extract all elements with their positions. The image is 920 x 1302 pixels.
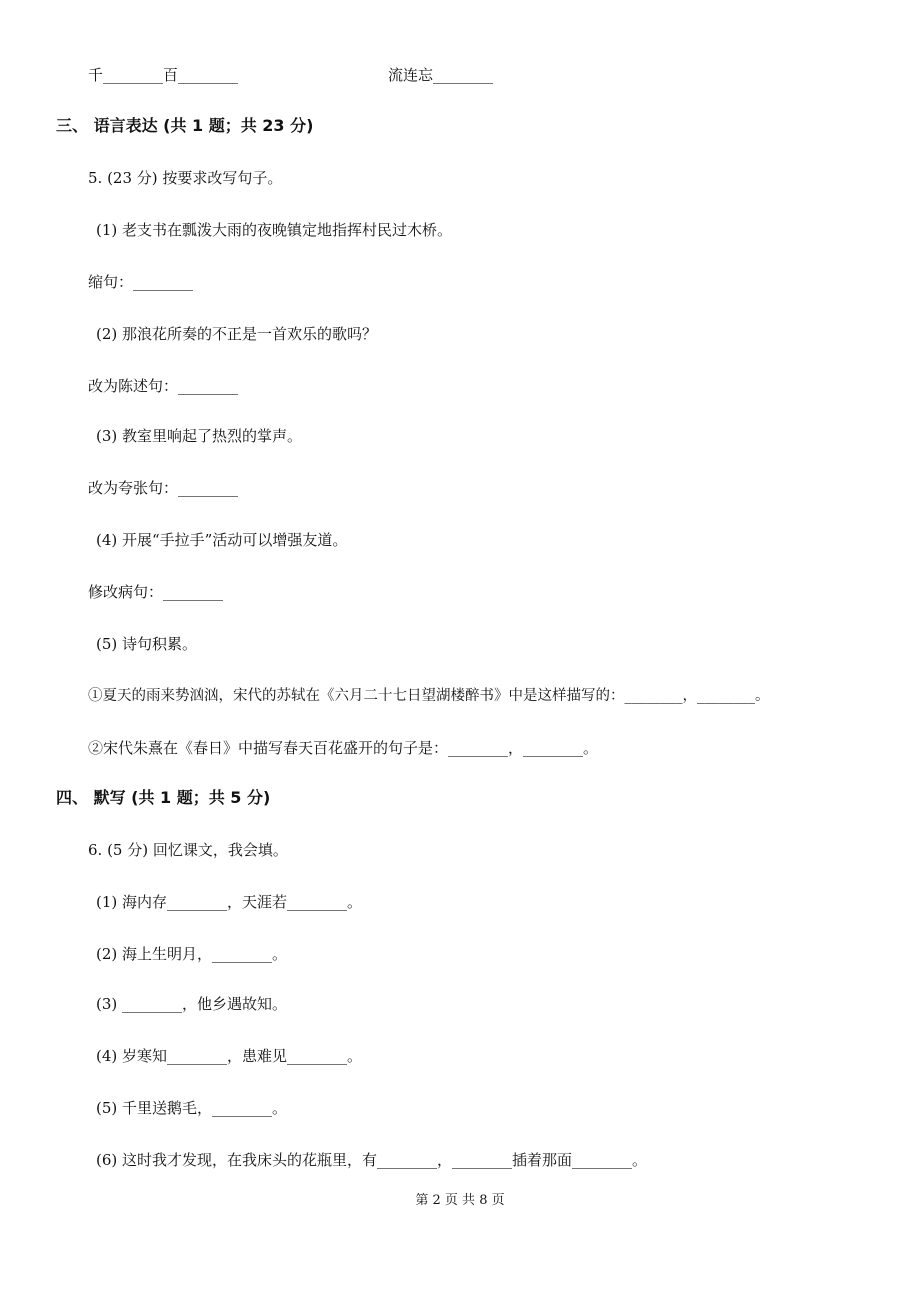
question-5-part-5-a: ①夏天的雨来势汹汹，宋代的苏轼在《六月二十七日望湖楼醉书》中是这样描写的：________，________。 (88, 688, 770, 704)
section-4-heading: 四、 默写 (共 1 题；共 5 分) (56, 788, 271, 807)
question-5-part-4-answer: 修改病句：________ (88, 583, 224, 601)
question-6-part-6: (6) 这时我才发现，在我床头的花瓶里，有________，________插着那面________。 (96, 1151, 648, 1169)
question-5-part-4: (4) 开展“手拉手”活动可以增强友道。 (96, 531, 348, 549)
question-5-part-5-b: ②宋代朱熹在《春日》中描写春天百花盛开的句子是：________，________。 (88, 739, 599, 757)
question-5-part-1: (1) 老支书在瓢泼大雨的夜晚镇定地指挥村民过木桥。 (96, 221, 453, 239)
blank-line-qian-bai: 千________百________ (88, 66, 239, 84)
question-5-title: 5. (23 分) 按要求改写句子。 (88, 169, 283, 187)
question-5-part-2-answer: 改为陈述句：________ (88, 377, 239, 395)
question-6-part-1: (1) 海内存________，天涯若________。 (96, 893, 363, 911)
question-5-part-5: (5) 诗句积累。 (96, 635, 198, 653)
blank-line-liu-lian-wang: 流连忘________ (388, 66, 494, 84)
page-number-footer: 第 2 页 共 8 页 (415, 1193, 505, 1208)
question-6-part-5: (5) 千里送鹅毛，________。 (96, 1099, 288, 1117)
question-6-part-3: (3) ________，他乡遇故知。 (96, 995, 288, 1013)
question-6-part-4: (4) 岁寒知________，患难见________。 (96, 1047, 363, 1065)
question-5-part-3: (3) 教室里响起了热烈的掌声。 (96, 427, 303, 445)
question-5-part-2: (2) 那浪花所奏的不正是一首欢乐的歌吗？ (96, 325, 378, 343)
question-5-part-1-answer: 缩句：________ (88, 273, 194, 291)
section-3-heading: 三、 语言表达 (共 1 题；共 23 分) (56, 116, 314, 135)
question-6-title: 6. (5 分) 回忆课文，我会填。 (88, 841, 288, 859)
question-5-part-3-answer: 改为夸张句：________ (88, 479, 239, 497)
question-6-part-2: (2) 海上生明月，________。 (96, 945, 288, 963)
